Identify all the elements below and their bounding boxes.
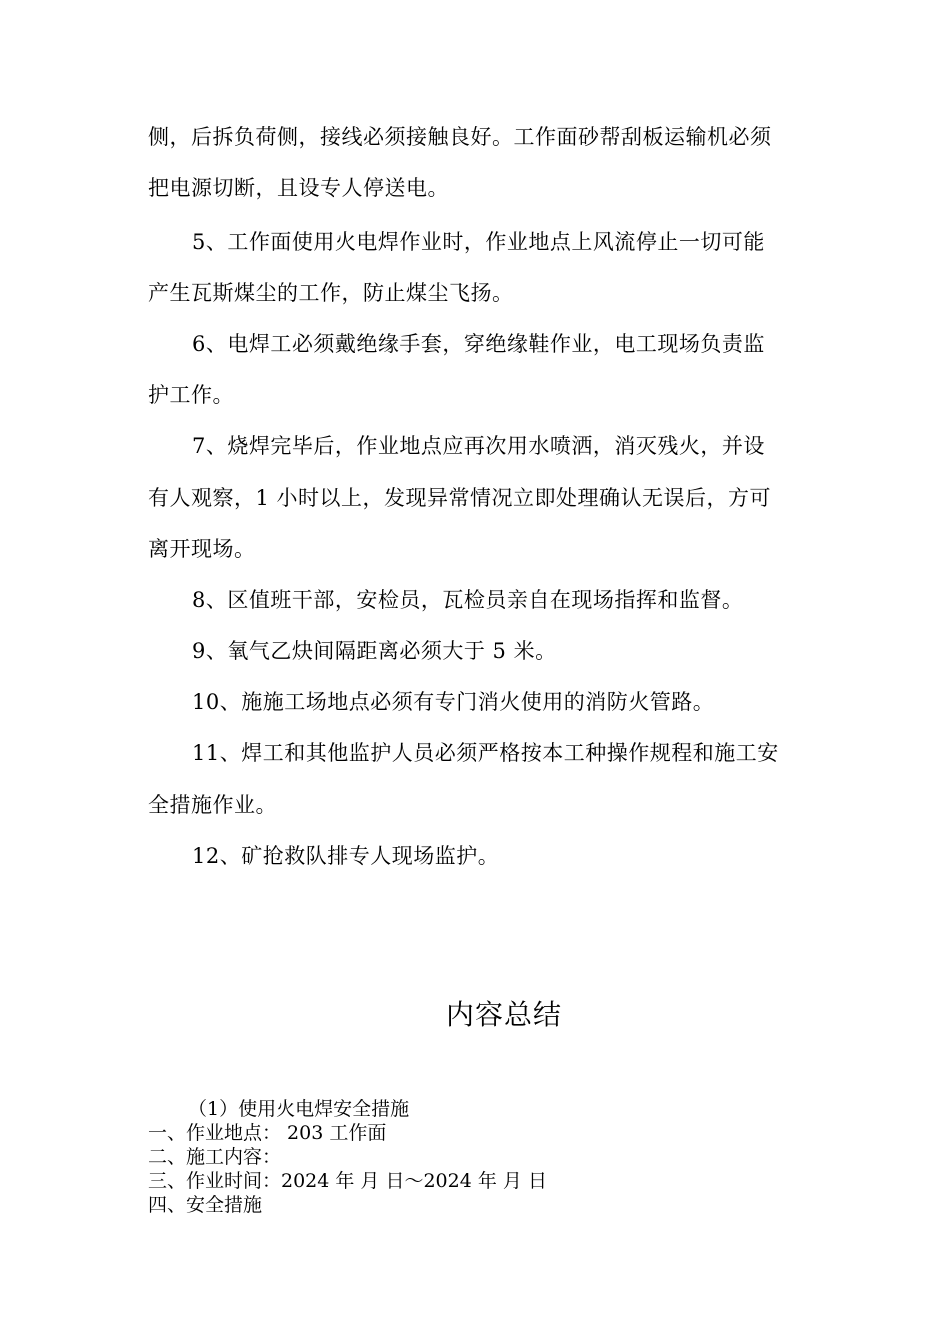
summary-title: 内容总结 xyxy=(445,998,562,1031)
paragraph-item-8: 8、区值班干部，安检员，瓦检员亲自在现场指挥和监督。 xyxy=(192,588,744,612)
paragraph-item-12: 12、矿抢救队排专人现场监护。 xyxy=(192,844,500,868)
paragraph-item-11: 11、焊工和其他监护人员必须严格按本工种操作规程和施工安 xyxy=(192,741,779,765)
summary-subtitle: （1）使用火电焊安全措施 xyxy=(188,1098,410,1120)
paragraph-item-7: 7、烧焊完毕后，作业地点应再次用水喷洒，消灭残火，并设 xyxy=(192,434,765,458)
summary-item-measures: 四、安全措施 xyxy=(148,1194,263,1216)
paragraph-line: 离开现场。 xyxy=(148,537,256,561)
paragraph-line: 护工作。 xyxy=(148,383,234,407)
summary-item-location: 一、作业地点： 203 工作面 xyxy=(148,1122,387,1144)
paragraph-item-9: 9、氧气乙炔间隔距离必须大于 5 米。 xyxy=(192,639,557,663)
paragraph-line: 侧，后拆负荷侧，接线必须接触良好。工作面砂帮刮板运输机必须 xyxy=(148,125,772,149)
paragraph-line: 有人观察，1 小时以上，发现异常情况立即处理确认无误后，方可 xyxy=(148,486,772,510)
summary-item-time: 三、作业时间：2024 年 月 日～2024 年 月 日 xyxy=(148,1170,547,1192)
summary-item-content: 二、施工内容： xyxy=(148,1146,282,1168)
paragraph-line: 把电源切断，且设专人停送电。 xyxy=(148,176,449,200)
paragraph-line: 全措施作业。 xyxy=(148,793,277,817)
paragraph-item-6: 6、电焊工必须戴绝缘手套，穿绝缘鞋作业，电工现场负责监 xyxy=(192,332,765,356)
paragraph-item-10: 10、施施工场地点必须有专门消火使用的消防火管路。 xyxy=(192,690,715,714)
paragraph-line: 产生瓦斯煤尘的工作，防止煤尘飞扬。 xyxy=(148,281,514,305)
paragraph-item-5: 5、工作面使用火电焊作业时，作业地点上风流停止一切可能 xyxy=(192,230,765,254)
